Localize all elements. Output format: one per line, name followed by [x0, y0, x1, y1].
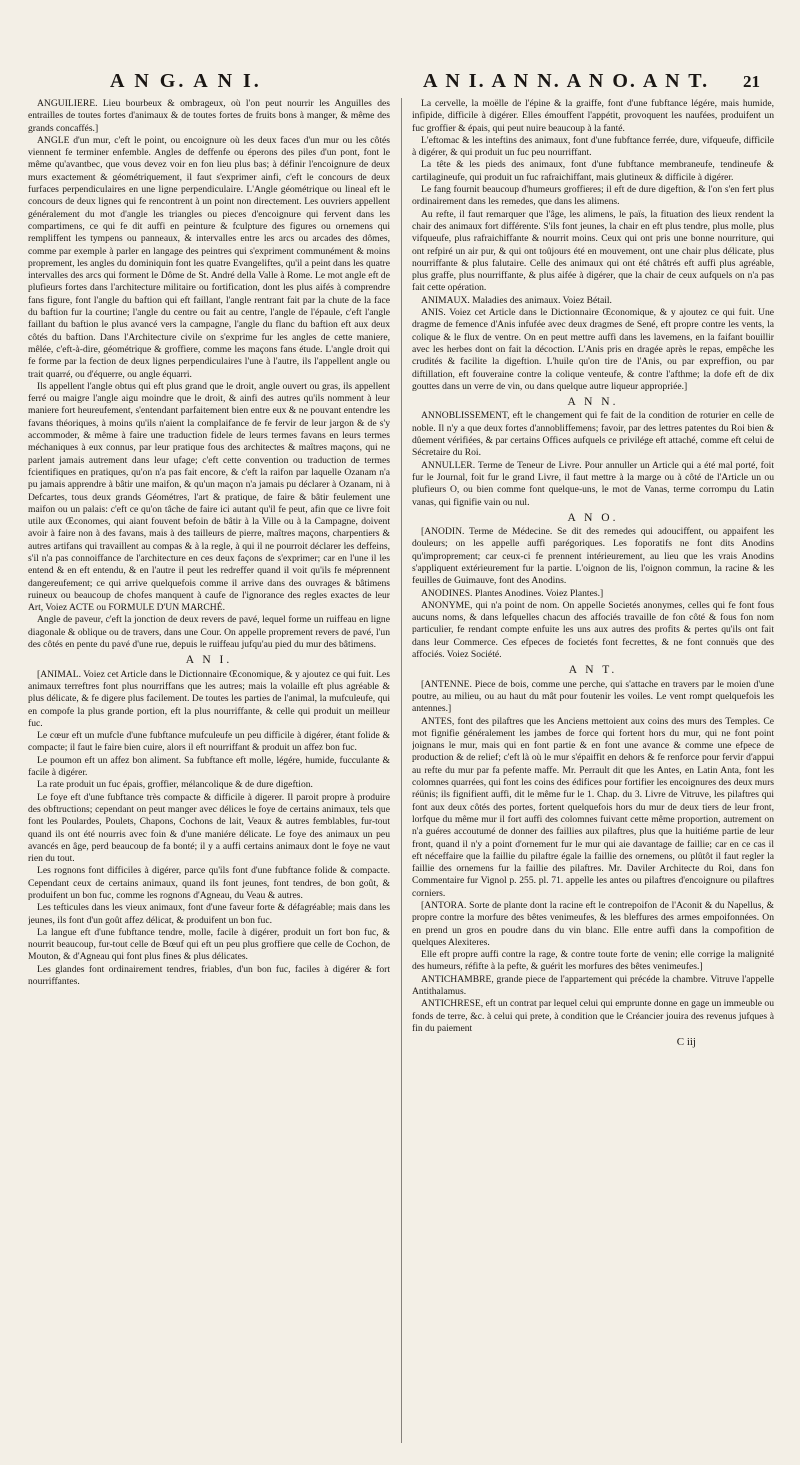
page-number: 21 — [743, 72, 760, 91]
dictionary-entry: Les glandes font ordinairement tendres, friables, d'un bon fuc, faciles à digérer & fort nourriffantes. — [28, 963, 390, 988]
dictionary-entry: Le cœur eft un mufcle d'une fubftance mufculeufe un peu difficile à digérer, étant folide & compacte; il faut le faire bien cuire, alors il eft nourriffant & produit un affez bon fuc. — [28, 730, 390, 754]
dictionary-entry: ANGLE d'un mur, c'eft le point, ou encoignure où les deux faces d'un mur ou les côtés viennent fe terminer enfemble. Angles de deffenfe ou éperons des piles d'un pont, font le même qu'avantbec, que vous devez voir en fon lieu plus bas; à définir l'encoignure de deux murs exactement & géométriquement, il faut s'exprimer ainfi, c'eft le concours de deux furfaces perpendiculaires en une ligne perpendiculaire. L'Angle géométrique ou lineal eft le concours de deux lignes qui fe rencontrent à un point non directement. Les ouvriers appellent généralement du mot d'angle les triangles ou pieces d'encoignure qui fervent dans les compartimens, ce qui fe dit auffi en peinture & fculpture des figures ou ornemens qui rempliffent les tympens ou panneaux, & intervalles entre les arcs ou arcades des dômes, comme par exemple à parler en langage des peintres qui s'expriment communément & moins proprement, les angles du dominiquin font les quatre Evangeliftes, qu'il a peint dans les quatre intervalles des arcs qui forment le Dôme de St. André della Valle à Rome. Le mot angle eft de plufieurs fortes dans l'architecture militaire ou fortification, dont les plus aifés à comprendre fans figure, font l'angle du baftion qui eft faillant, l'angle rentrant fait par la chute de la face du baftion fur la courtine; l'angle du centre ou fait au centre, l'angle de l'épaule, c'eft l'angle faillant du baftion le plus avancé vers la campagne, l'angle du flanc du baftion eft aux deux côtés du baftion. Dans l'Architecture civile on s'exprime fur les angles de cette maniere, mêlée, c'eft-à-dire, géométrique & groffiere, comme les maçons fans étude. L'angle droit qui fe forme par la fection de deux lignes perpendiculaires l'une à l'autre, ils l'appellent angle ou trait quarré, ou d'équerre, ou angle équarri. — [28, 134, 390, 380]
running-head — [28, 60, 774, 100]
column-divider — [401, 98, 402, 1443]
dictionary-entry: Les tefticules dans les vieux animaux, font d'une faveur forte & défagréable; mais dans les jeunes, ils font d'un goût affez délicat, & produifent un bon fuc. — [28, 902, 390, 926]
section-heading: A N O. — [567, 511, 619, 524]
running-head-right: A N I. A N N. A N O. A N T. — [423, 70, 710, 92]
dictionary-entry: Le fang fournit beaucoup d'humeurs groffieres; il eft de dure digeftion, & l'on s'en fert plus ordinairement dans les remedes, que dans les alimens. — [412, 184, 774, 208]
dictionary-entry: Elle eft propre auffi contre la rage, & contre toute forte de venin; elle corrige la malignité des humeurs, réfifte à la pefte, & guérit les morfures des bêtes venimeufes.] — [412, 949, 774, 973]
dictionary-entry: L'eftomac & les inteftins des animaux, font d'une fubftance ferrée, dure, vifqueufe, difficile à digérer, & qui produit un fuc peu nourriffant. — [412, 134, 774, 159]
dictionary-entry: La langue eft d'une fubftance tendre, molle, facile à digérer, produit un fort bon fuc, & nourrit beaucoup, fur-tout celle de Bœuf qui eft un peu plus groffiere que celle de Cochon, de Mouton, & d'Agneau qui font plus fines & plus délicates. — [28, 926, 390, 963]
dictionary-entry: ANGUILIERE. Lieu bourbeux & ombrageux, où l'on peut nourrir les Anguilles des entrailles de toutes fortes d'animaux & de toutes fortes de fruits bons à manger, & même des grands concaffés.] — [28, 98, 390, 134]
dictionary-entry: Angle de paveur, c'eft la jonction de deux revers de pavé, lequel forme un ruiffeau en ligne diagonale & oblique ou de travers, dans une Cour. On appelle proprement revers de pavé, l'un des côtés en pente du pavé d'une rue, depuis le ruiffeau jufqu'au pied du mur des bâtimens. — [28, 614, 390, 651]
dictionary-entry: [ANTORA. Sorte de plante dont la racine eft le contrepoifon de l'Aconit & du Napellus, & propre contre la morfure des bêtes venimeufes, & les bleffures des armes empoifonnées. On en prend un gros en poudre dans du vin blanc. Elle entre auffi dans la compofition de quelques Alexiteres. — [412, 900, 774, 948]
dictionary-entry: Le foye eft d'une fubftance très compacte & difficile à digerer. Il paroit propre à produire des obftructions; cependant on peut manger avec délices le foye de certains animaux, tels que font les Poulardes, Poulets, Chapons, Cochons de lait, Veaux & autres femblables, fur-tout quand ils ont été nourris avec foin & d'une maniére délicate. Le foye des animaux un peu avancés en âge, perd beaucoup de fa bonté; il y a auffi certains animaux dont le foye ne vaut rien du tout. — [28, 791, 390, 865]
dictionary-entry: ANIS. Voiez cet Article dans le Dictionnaire Œconomique, & y ajoutez ce qui fuit. Une dragme de femence d'Anis infufée avec deux dragmes de Sené, eft propre contre les vents, la colique & le flux de ventre. On en peut mettre auffi dans les lavemens, en la faifant bouillir avec les herbes dont on fait la décoction. L'Anis pris en dragée après le repas, empêche les crudités & facilite la digeftion. L'huile qu'on tire de l'Anis, ou par expreffion, ou par diftillation, eft fouveraine contre la colique venteufe, & contre l'afthme; la dofe eft de dix gouttes dans un verre de vin, ou dans quelque autre liqueur appropriée.] — [412, 307, 774, 392]
dictionary-entry: ANODINES. Plantes Anodines. Voiez Plantes.] — [421, 587, 604, 599]
dictionary-entry: ANONYME, qui n'a point de nom. On appelle Societés anonymes, celles qui fe font fous aucuns noms, & dans lefquelles chacun des affociés travaille de fon côté & fous fon nom particulier, fe rendant compte enfuite les uns aux autres des profits & pertes qu'ils ont fait dans leur Commerce. Ces efpeces de focietés font fecrettes, & ne font connuës que des affociés. Voiez Société. — [412, 599, 774, 661]
dictionary-entry: ANNULLER. Terme de Teneur de Livre. Pour annuller un Article qui a été mal porté, foit fur le Journal, foit fur le grand Livre, il faut mettre à la marge ou à côté de l'Article un ou plufieurs O, ou bien comme font quelque-uns, le mot de Vanas, terme corrompu du Latin vanas, qui fignifie vain ou nul. — [412, 459, 774, 508]
right-column — [412, 98, 774, 1450]
dictionary-entry: ANTICHAMBRE, grande piece de l'appartement qui précéde la chambre. Vitruve l'appelle Antithalamus. — [412, 973, 774, 998]
dictionary-entry: [ANTENNE. Piece de bois, comme une perche, qui s'attache en travers par le moien d'une poutre, au milieu, ou au haut du mât pour foutenir les voiles. Le vent rompt quelquefois les antennes.] — [412, 678, 774, 715]
dictionary-entry: La rate produit un fuc épais, groffier, mélancolique & de dure digeftion. — [37, 779, 313, 791]
section-heading: A N T. — [568, 664, 618, 677]
section-heading: A N I. — [185, 654, 233, 667]
dictionary-entry: ANIMAUX. Maladies des animaux. Voiez Bétail. — [421, 294, 612, 306]
text-columns — [28, 98, 774, 1450]
dictionary-entry: [ANODIN. Terme de Médecine. Se dit des remedes qui adouciffent, ou appaifent les douleurs; on les appelle auffi parégoriques. Les foporatifs ne font dits Anodins qu'improprement; car ceux-ci fe prennent intérieurement, au lieu que les vrais Anodins s'appliquent extérieurement fur la partie. L'oignon de lis, l'oignon commun, la racine & les feuilles de Guimauve, font des Anodins. — [412, 526, 774, 587]
section-heading: A N N. — [567, 396, 619, 409]
dictionary-entry: ANNOBLISSEMENT, eft le changement qui fe fait de la condition de roturier en celle de noble. Il n'y a que deux fortes d'annobliffemens; favoir, par des lettres patentes du Roi bien & dûement vérifiées, & par certains Offices aufquels ce privilége eft attaché, comme eft celui de Sécretaire du Roi. — [412, 410, 774, 459]
dictionary-entry: La tête & les pieds des animaux, font d'une fubftance membraneufe, tendineufe & cartilagineufe, qui produit un fuc rafraichiffant, mais glutineux & difficile à digérer. — [412, 159, 774, 183]
dictionary-entry: Au refte, il faut remarquer que l'âge, les alimens, le païs, la fituation des lieux rendent la chair des animaux fort différente. S'ils font jeunes, la chair en eft plus tendre, plus molle, plus vifqueufe, plus rafraichiffante & nourrit moins. Ceux qui ont pris une bonne nourriture, qui ont refpiré un air pur, & qui ont toûjours été en mouvement, ont une chair plus délicate, plus nourriffante & plus falutaire. Celle des animaux qui ont été châtrés eft auffi plus agréable, plus graffe, plus nourriffante, & plus aifée à digérer, que la chair de ceux aufquels on n'a pas fait cette opération. — [412, 208, 774, 294]
dictionary-entry: Les rognons font difficiles à digérer, parce qu'ils font d'une fubftance folide & compacte. Cependant ceux de certains animaux, quand ils font jeunes, font tendres, de bon goût, & produifent un bon fuc, comme les rognons d'Agneau, du Veau & autres. — [28, 865, 390, 901]
running-head-left: A N G. A N I. — [110, 70, 262, 92]
dictionary-entry: [ANIMAL. Voiez cet Article dans le Dictionnaire Œconomique, & y ajoutez ce qui fuit. Les animaux terreftres font plus nourriffans que les autres; mais la volaille eft plus agréable & plus délicate, & fe digere plus facilement. De toutes les parties de l'animal, la mufculeufe, qui en compofe la plus grande portion, eft la plus nourriffante, & celle qui produit un meilleur fuc. — [28, 668, 390, 729]
dictionary-entry: Ils appellent l'angle obtus qui eft plus grand que le droit, angle ouvert ou gras, ils appellent ferré ou maigre l'angle aigu moindre que le droit, & ainfi des autres qu'ils nomment à leur maniere fort heureufement, s'entendant parfaitement bien entre eux & ne pouvant entendre les favans théoriques, à moins qu'ils n'aient la complaifance de fe fervir de leur jargon & de s'y accommoder, & même à faire une traduction fidele de leurs termes favans en leurs termes méchaniques à eux connus, par leur pratique fous des architectes & maîtres maçons, qui ne parlent jamais autrement dans leur ufage; c'eft cette convention ou traduction de termes fcientifiques en pratiques, qu'on n'a pas fait encore, & c'eft la raifon par laquelle Ozanam n'a pu jamais apprendre à bâtir une maifon, & qu'un maçon n'a jamais pu déclarer à Ozanam, ni à Defcartes, tous deux grands Géométres, l'art & pratique, de faire & bâtir feulement une maifon ou un palais: c'eft ce qu'on tâche de faire ici autant qu'il fe peut, afin que ce livre foit utile aux Œconomes, qui aiant fouvent befoin de bâtir à la Ville ou à la Campagne, doivent avoir à faire non à des favans, mais à des tailleurs de pierre, maîtres maçons, charpentiers & autres artifans qui travaillent au compas & à la regle, à qui il ne pourroit déclarer les deffeins, s'il n'a pas connoiffance de l'architecture en ces deux façons de s'exprimer; car en l'une il les entend & en eft entendu, & en l'autre il peut les redreffer quand il voit qu'ils fe méprennent dangereufement; ce qui arrive quelquefois comme il arrive dans des ouvrages & bâtimens ruineux ou beaucoup de chofes manquent à caufe de l'ignorance des regles exactes de leur Art, Voiez ACTE ou FORMULE D'UN MARCHÉ. — [28, 380, 390, 614]
dictionary-entry: ANTES, font des pilaftres que les Anciens mettoient aux coins des murs des Temples. Ce mot fignifie généralement les jambes de force qui fortent hors du mur, qui ne font point joignans le mur, mais qui en font partie & en font une avance & comme une efpece de production & de relief; c'eft là où le mur s'épaiffit en dehors & fe renforce pour fervir d'appui au refte du mur par fa pefente maffe. Mr. Perrault dit que les Antes, en Latin Anta, font les colomnes quarrées, qui font les coins des édifices pour fortifier les encoignures des deux murs réünis; ils fignifient auffi, dit le même fur le 1. Chap. du 3. Livre de Vitruve, les pilaftres qui font aux deux côtés des portes, fortent quelquefois hors du mur de deux tiers de leur front, lorfque du même mur il fort auffi des colomnes fuivant cette même proportion, autrement on n'a guéres accoutumé de donner des faillies aux pilaftres, plus que la huitiéme partie de leur front, quand il n'y a point d'ornement fur le mur qui aie davantage de faillie; car en ce cas il eft néceffaire que la faillie du pilaftre égale la faillie des ornemens, ou plûtôt il faut regler la faillie des ornemens fur la faillie des pilaftres. Mr. Daviler Architecte du Roi, dans fon Commentaire fur Vignol p. 255. pl. 71. appelle les antes ou pilaftres d'encoignure ou pilaftres corniers. — [412, 715, 774, 899]
dictionary-entry: La cervelle, la moëlle de l'épine & la graiffe, font d'une fubftance légére, mais humide, infipide, difficile à digérer. Elles émouffent l'appétit, provoquent les naufées, produifent un fuc groffier & épais, qui peut nuire beaucoup à la fanté. — [412, 98, 774, 134]
left-column — [28, 98, 390, 1450]
book-page — [28, 60, 774, 1450]
dictionary-entry: Le poumon eft un affez bon aliment. Sa fubftance eft molle, légére, humide, fucculante & facile à digérer. — [28, 754, 390, 779]
dictionary-entry: ANTICHRESE, eft un contrat par lequel celui qui emprunte donne en gage un immeuble ou fonds de terre, &c. à celui qui prete, à condition que le Créancier jouira des revenus jufques à fin du paiement — [412, 998, 774, 1034]
signature-mark: C iij — [676, 1036, 696, 1049]
